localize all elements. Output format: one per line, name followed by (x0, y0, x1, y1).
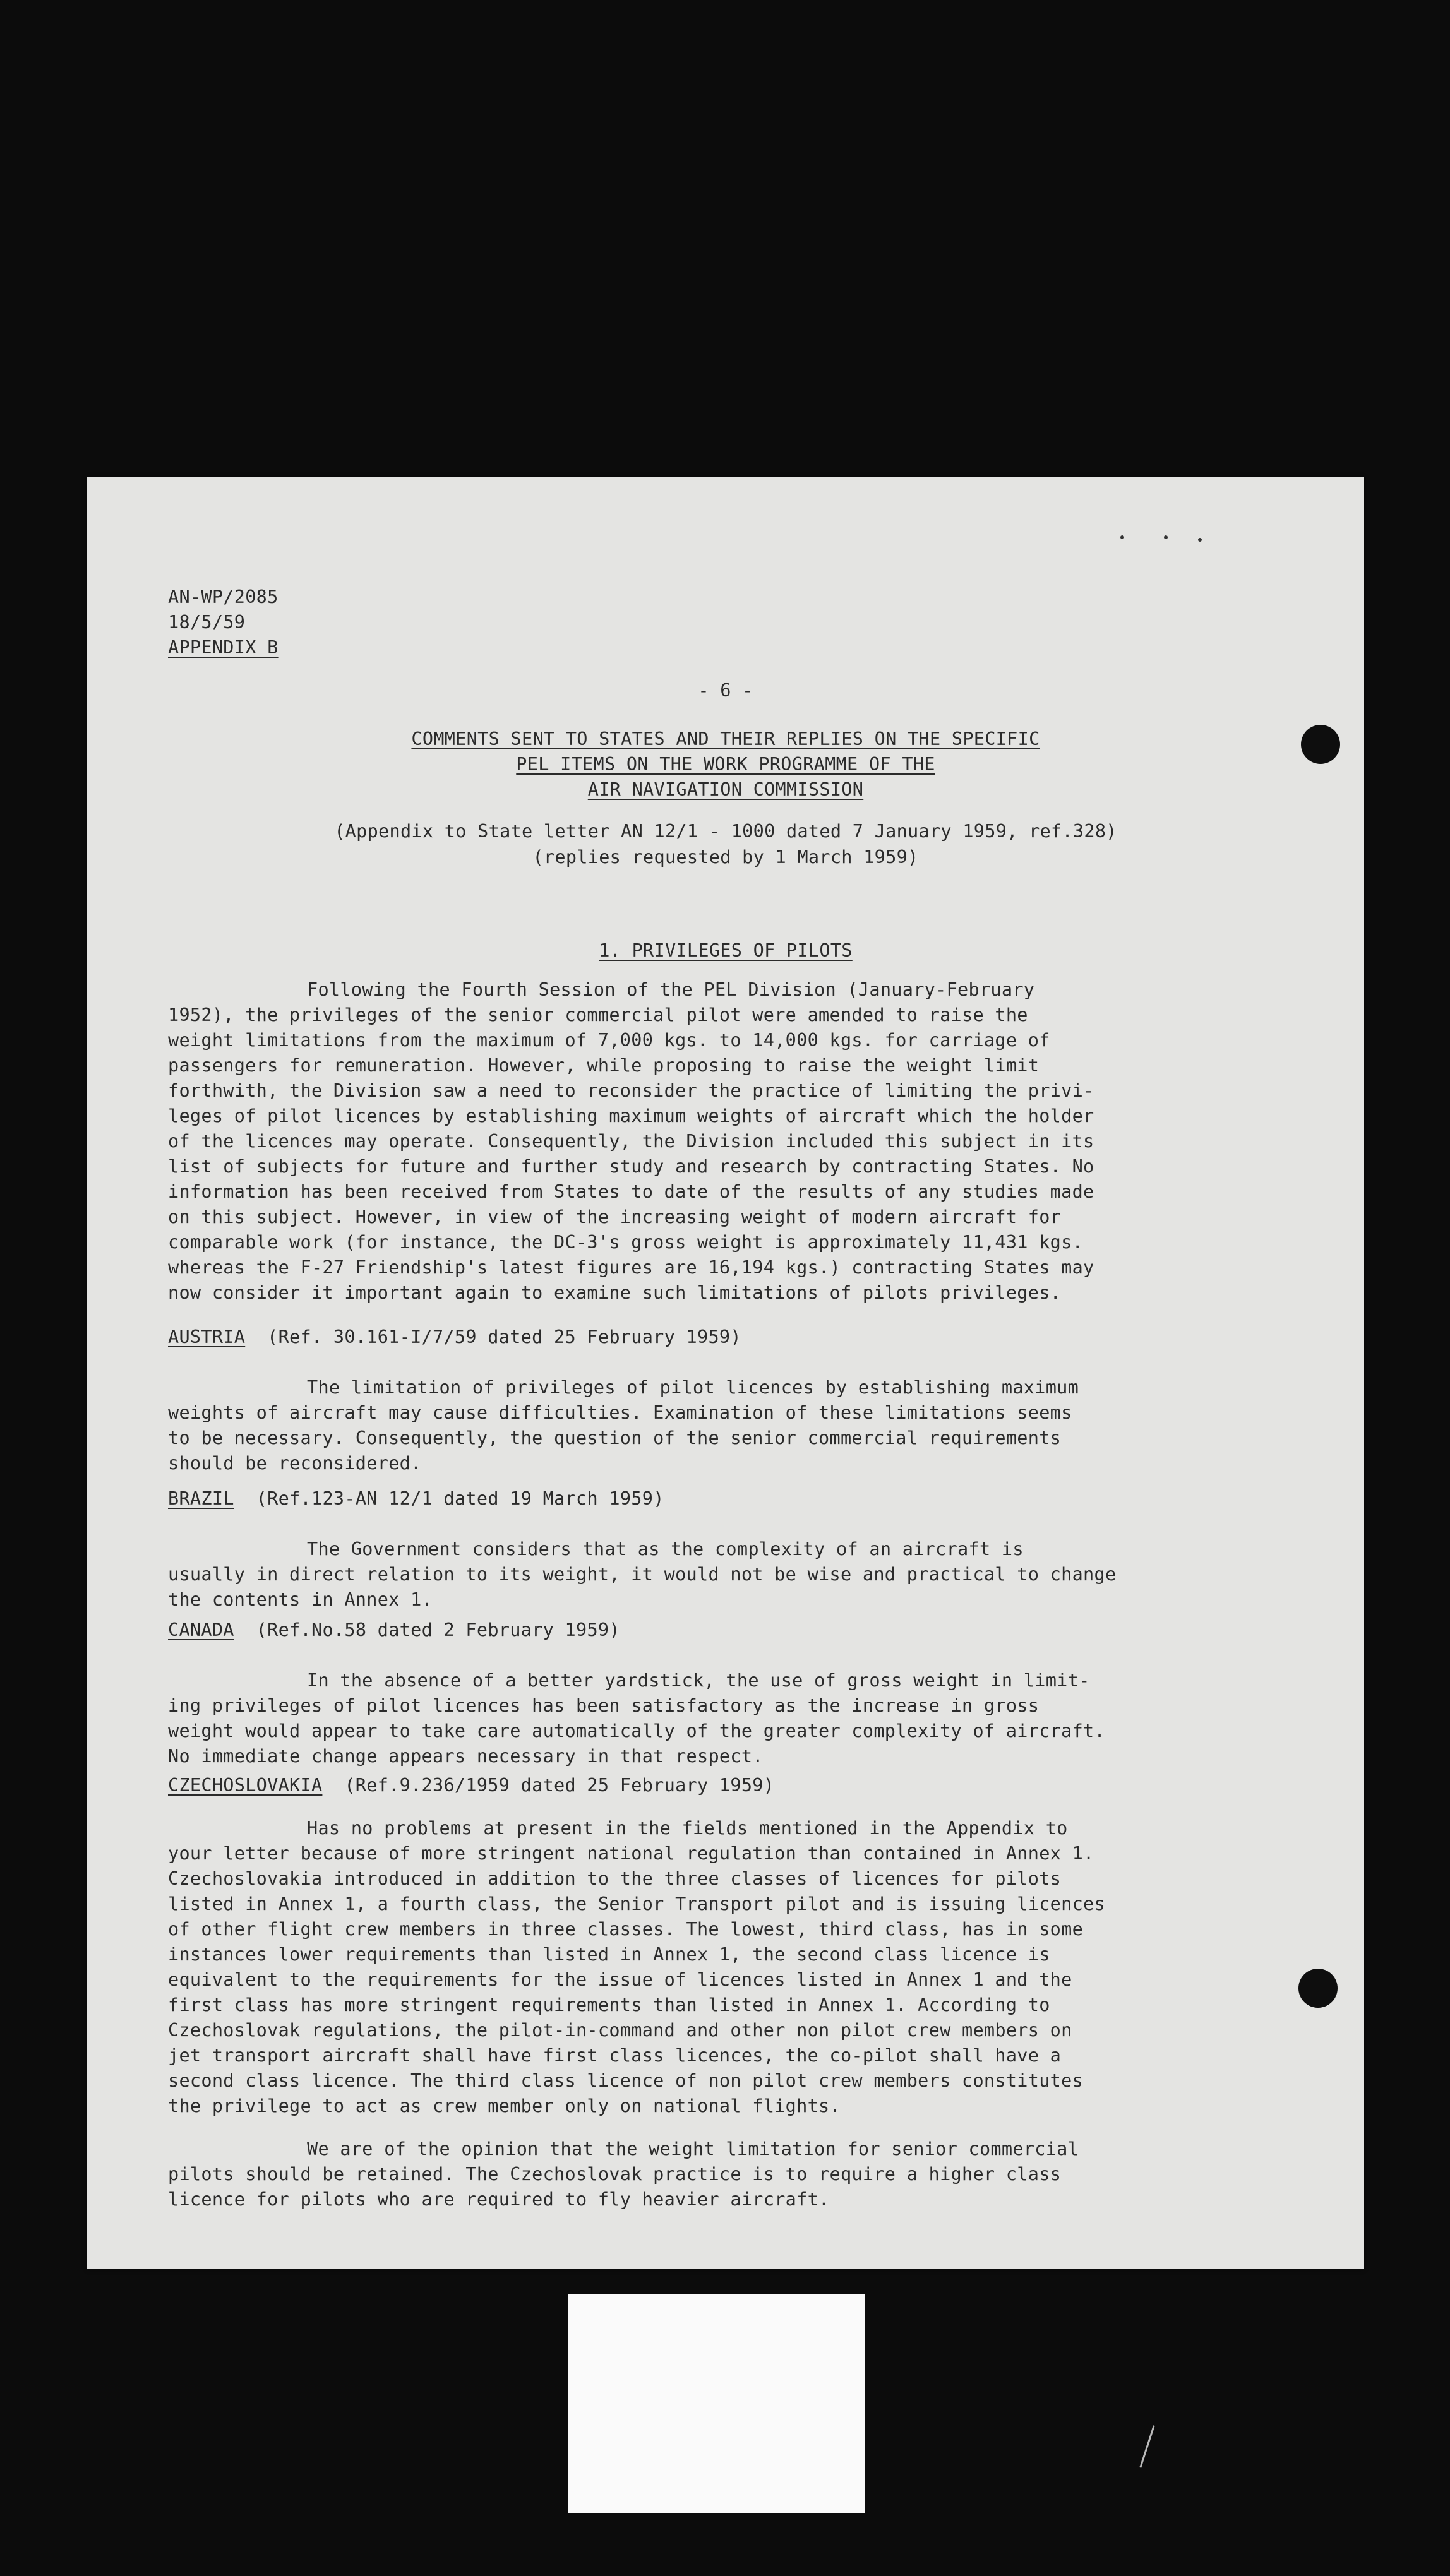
speck (1164, 535, 1168, 539)
paragraph-line: forthwith, the Division saw a need to reconsider the practice of limiting the privi- (168, 1080, 1094, 1101)
appendix-line: (Appendix to State letter AN 12/1 - 1000 dated 7 January 1959, ref.328) (334, 821, 1117, 842)
heading-line: PEL ITEMS ON THE WORK PROGRAMME OF THE (516, 754, 935, 775)
document-heading (87, 727, 1364, 802)
reply-header (168, 1325, 1254, 1350)
intro-paragraph (168, 977, 1254, 1306)
section-title-text: 1. PRIVILEGES OF PILOTS (599, 940, 853, 961)
paragraph-line: first class has more stringent requirements than listed in Annex 1. According to (168, 1995, 1050, 2015)
reply-header (168, 1618, 1254, 1643)
reply-czechoslovakia (168, 1773, 1254, 2212)
paragraph-line: weights of aircraft may cause difficulties. Examination of these limitations seems (168, 1402, 1072, 1423)
paragraph-line: In the absence of a better yardstick, the use of gross weight in limit- (307, 1670, 1090, 1691)
document-reference (168, 585, 279, 660)
paragraph-line: Has no problems at present in the fields mentioned in the Appendix to (307, 1818, 1068, 1839)
paragraph-line: usually in direct relation to its weight, it would not be wise and practical to change (168, 1564, 1117, 1585)
paragraph-line: pilots should be retained. The Czechoslovak practice is to require a higher class (168, 2164, 1062, 2185)
paragraph-line: to be necessary. Consequently, the question of the senior commercial requirements (168, 1428, 1062, 1448)
paragraph-line: should be reconsidered. (168, 1453, 422, 1474)
paragraph-line: whereas the F-27 Friendship's latest figures are 16,194 kgs.) contracting States may (168, 1257, 1094, 1278)
reply-reference: (Ref.No.58 dated 2 February 1959) (256, 1619, 620, 1640)
film-scratch (1139, 2425, 1154, 2468)
paragraph-line: passengers for remuneration. However, while proposing to raise the weight limit (168, 1055, 1040, 1076)
paragraph-line: weight would appear to take care automatically of the greater complexity of aircraft. (168, 1720, 1105, 1741)
paragraph-line: weight limitations from the maximum of 7,000 kgs. to 14,000 kgs. for carriage of (168, 1030, 1050, 1051)
paragraph-line: the contents in Annex 1. (168, 1589, 433, 1610)
reply-header (168, 1486, 1254, 1512)
paragraph-line: information has been received from States to date of the results of any studies made (168, 1181, 1094, 1202)
reply-reference: (Ref. 30.161-I/7/59 dated 25 February 1959) (267, 1327, 741, 1347)
paragraph-line: second class licence. The third class licence of non pilot crew members constitutes (168, 2070, 1084, 2091)
paragraph-line: jet transport aircraft shall have first class licences, the co-pilot shall have a (168, 2045, 1062, 2066)
reference-line: APPENDIX B (168, 637, 279, 658)
appendix-line: (replies requested by 1 March 1959) (532, 847, 919, 868)
blank-paper-slip (568, 2294, 865, 2513)
appendix-note (87, 818, 1364, 870)
state-name: AUSTRIA (168, 1327, 246, 1347)
reply-brazil (168, 1486, 1254, 1613)
paragraph-line: the privilege to act as crew member only on national flights. (168, 2096, 841, 2116)
paragraph-line: listed in Annex 1, a fourth class, the Senior Transport pilot and is issuing licences (168, 1893, 1105, 1914)
paragraph-line: on this subject. However, in view of the increasing weight of modern aircraft for (168, 1207, 1062, 1227)
paragraph-line: list of subjects for future and further study and research by contracting States. No (168, 1156, 1094, 1177)
paragraph-line: We are of the opinion that the weight limitation for senior commercial (307, 2138, 1079, 2159)
reference-line: AN-WP/2085 (168, 587, 279, 607)
paragraph-line: now consider it important again to examine such limitations of pilots privileges. (168, 1282, 1062, 1303)
paragraph-line: licence for pilots who are required to fly heavier aircraft. (168, 2189, 830, 2210)
paragraph-line: The limitation of privileges of pilot licences by establishing maximum (307, 1377, 1079, 1398)
section-title (87, 938, 1364, 963)
paragraph-line: your letter because of more stringent national regulation than contained in Annex 1. (168, 1843, 1094, 1864)
state-name: CANADA (168, 1619, 234, 1640)
paragraph-line: of the licences may operate. Consequently, the Division included this subject in its (168, 1131, 1094, 1152)
paragraph-line: Czechoslovakia introduced in addition to the three classes of licences for pilots (168, 1868, 1062, 1889)
paragraph-line: No immediate change appears necessary in that respect. (168, 1746, 764, 1767)
reply-header (168, 1773, 1254, 1798)
heading-line: COMMENTS SENT TO STATES AND THEIR REPLIES ON THE SPECIFIC (411, 729, 1040, 749)
paragraph-line: equivalent to the requirements for the issue of licences listed in Annex 1 and the (168, 1969, 1072, 1990)
paragraph-line: The Government considers that as the complexity of an aircraft is (307, 1539, 1024, 1559)
reply-reference: (Ref.123-AN 12/1 dated 19 March 1959) (256, 1488, 664, 1509)
reference-line: 18/5/59 (168, 612, 246, 633)
punch-hole (1298, 1969, 1338, 2008)
reply-canada (168, 1618, 1254, 1769)
paragraph-line: Following the Fourth Session of the PEL Division (January-February (307, 979, 1035, 1000)
speck (1120, 535, 1124, 539)
state-name: CZECHOSLOVAKIA (168, 1775, 323, 1796)
paragraph-line: of other flight crew members in three classes. The lowest, third class, has in some (168, 1919, 1084, 1940)
paragraph-line: leges of pilot licences by establishing maximum weights of aircraft which the holder (168, 1106, 1094, 1126)
speck (1198, 538, 1202, 542)
document-page (87, 477, 1364, 2269)
paragraph-line: comparable work (for instance, the DC-3's gross weight is approximately 11,431 kgs. (168, 1232, 1084, 1253)
heading-line: AIR NAVIGATION COMMISSION (587, 779, 864, 800)
page-number: - 6 - (698, 680, 753, 701)
reply-austria (168, 1325, 1254, 1476)
paragraph-line: Czechoslovak regulations, the pilot-in-command and other non pilot crew members on (168, 2020, 1072, 2041)
paragraph-line: instances lower requirements than listed in Annex 1, the second class licence is (168, 1944, 1050, 1965)
state-name: BRAZIL (168, 1488, 234, 1509)
paragraph-line: 1952), the privileges of the senior commercial pilot were amended to raise the (168, 1005, 1028, 1025)
reply-reference: (Ref.9.236/1959 dated 25 February 1959) (344, 1775, 775, 1796)
paragraph-line: ing privileges of pilot licences has been satisfactory as the increase in gross (168, 1695, 1040, 1716)
